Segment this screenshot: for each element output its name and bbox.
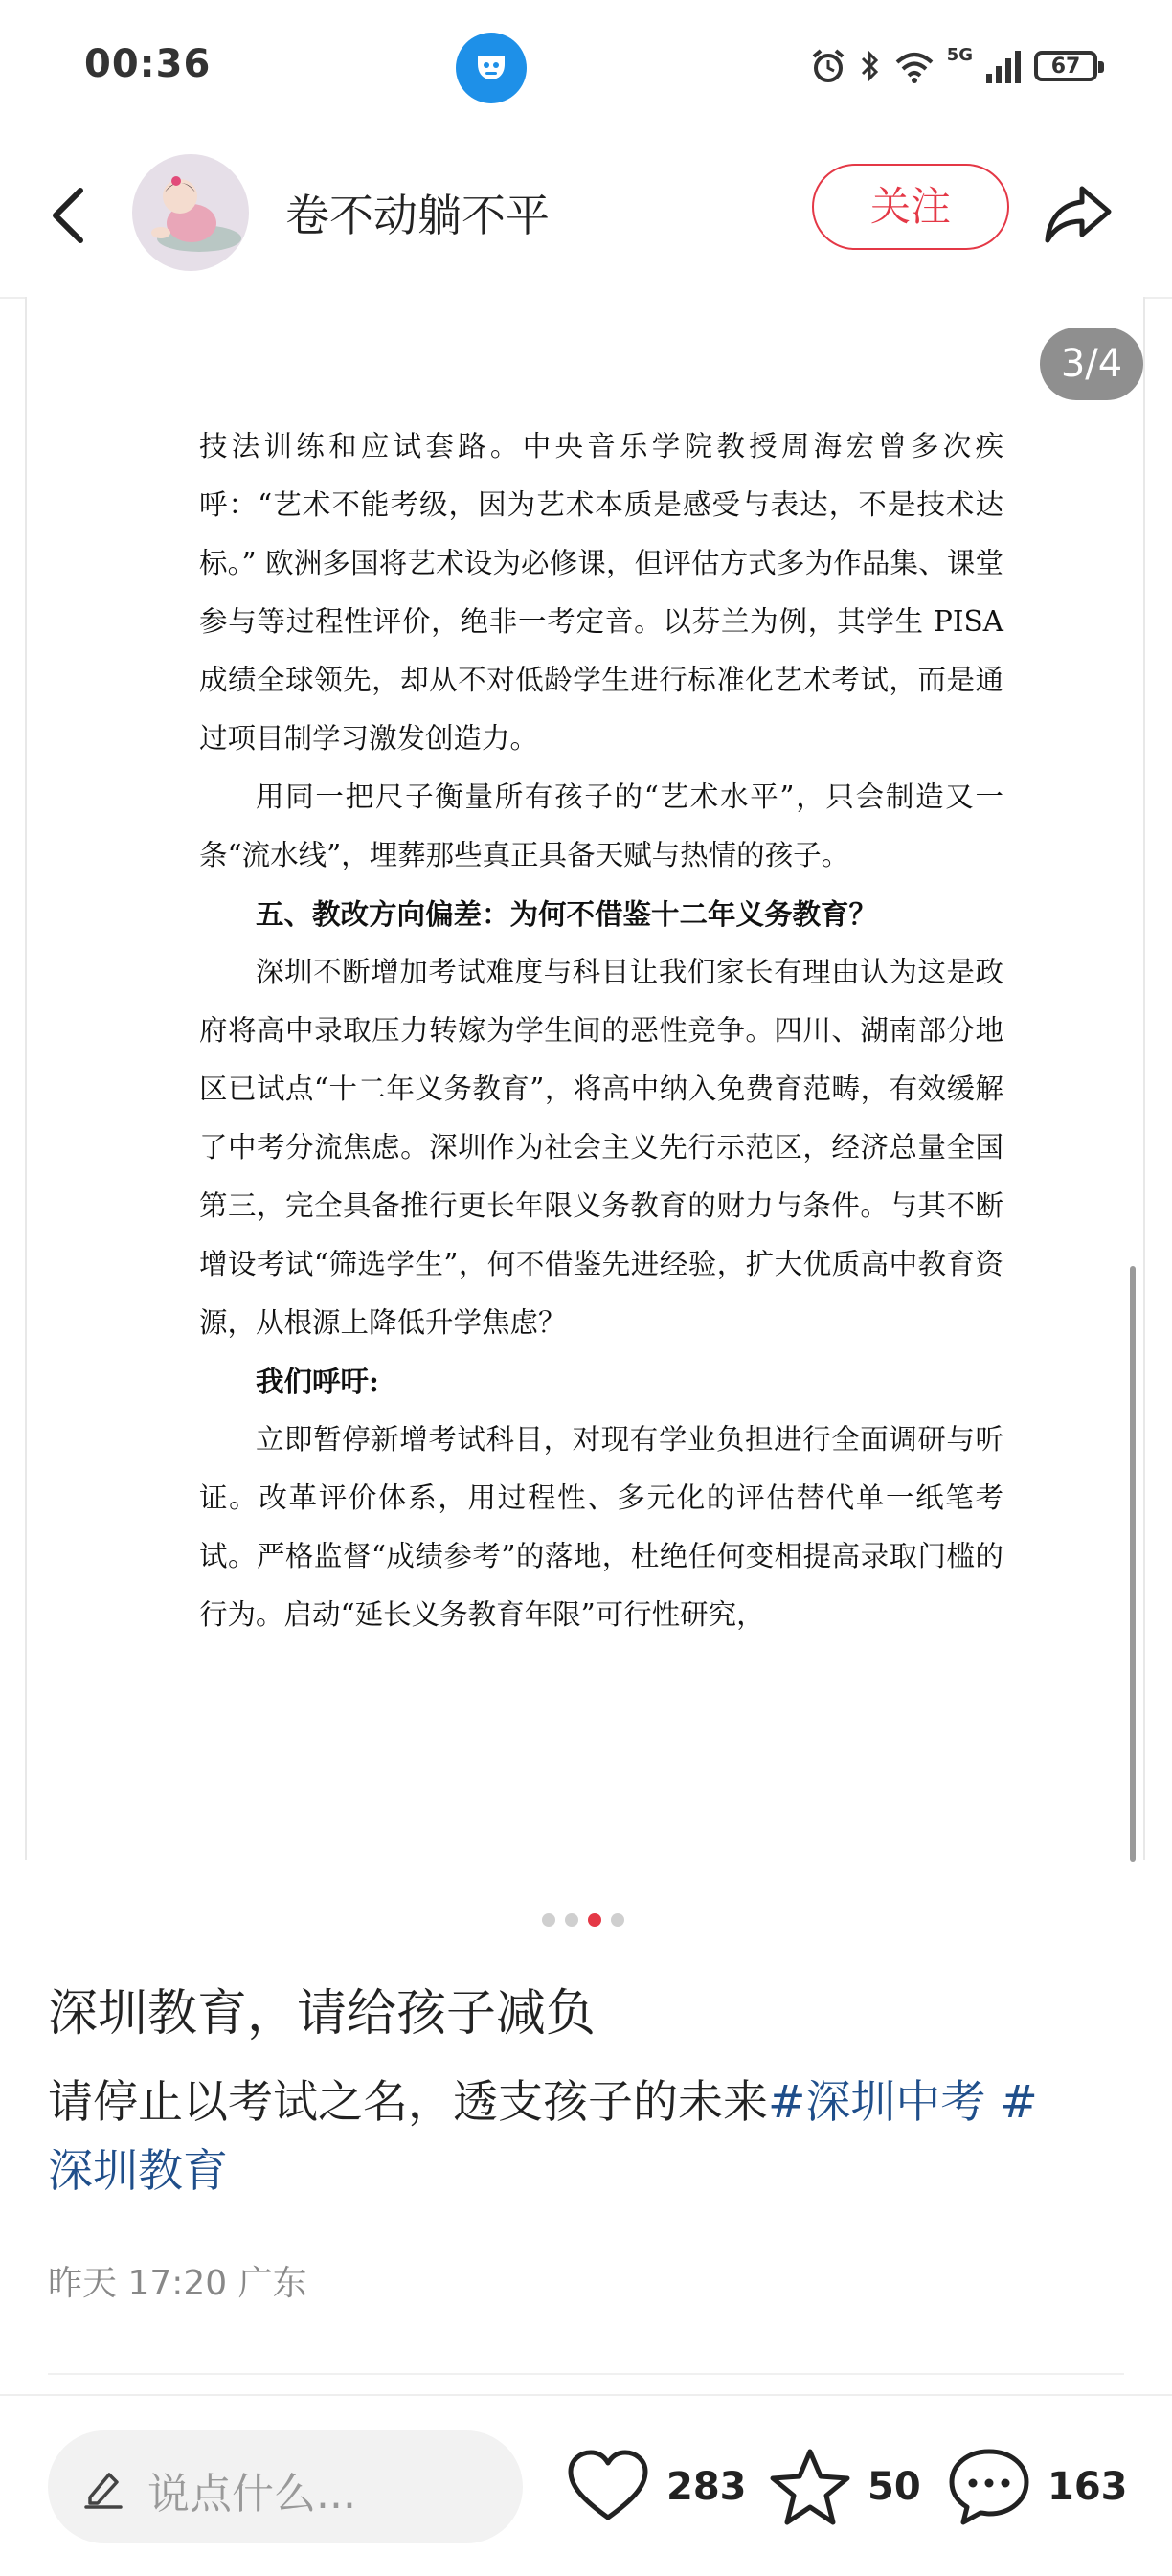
post-header xyxy=(0,139,1172,299)
status-icons xyxy=(809,44,1097,88)
battery-icon: 67 xyxy=(1034,51,1097,81)
favorite-count: 50 xyxy=(868,2465,921,2509)
doc-paragraph: 技法训练和应试套路。中央音乐学院教授周海宏曾多次疾呼：“艺术不能考级，因为艺术本质是感受与表达，不是技术达标。” 欧洲多国将艺术设为必修课，但评估方式多为作品集、课堂参与等过程性评价，绝非一考定音。以芬兰为例，其学生 PISA 成绩全球领先，却从不对低龄学生进行标准化艺术考试，而是通过项目制学习激发创造力。 xyxy=(199,430,1003,755)
like-count: 283 xyxy=(666,2465,747,2509)
doc-paragraph: 深圳不断增加考试难度与科目让我们家长有理由认为这是政府将高中录取压力转嫁为学生间的恶性竞争。四川、湖南部分地区已试点“十二年义务教育”，将高中纳入免费育范畴，有效缓解了中考分流焦虑。深圳作为社会主义先行示范区，经济总量全国第三，完全具备推行更长年限义务教育的财力与条件。与其不断增设考试“筛选学生”，何不借鉴先进经验，扩大优质高中教育资源，从根源上降低升学焦虑？ xyxy=(199,956,1003,1339)
signal-icon xyxy=(984,47,1023,85)
image-pager xyxy=(542,1913,624,1927)
divider xyxy=(48,2373,1124,2375)
comment-placeholder: 说点什么... xyxy=(147,2470,356,2519)
back-icon[interactable] xyxy=(42,177,96,254)
author-name[interactable]: 卷不动躺不平 xyxy=(285,190,550,241)
pager-dot[interactable] xyxy=(611,1913,624,1927)
status-bar xyxy=(0,0,1172,139)
heart-icon xyxy=(565,2449,651,2525)
hashtag-link[interactable]: 深圳教育 xyxy=(48,2145,228,2198)
bluetooth-icon xyxy=(859,47,882,85)
comment-icon xyxy=(946,2446,1032,2528)
comment-button[interactable] xyxy=(946,2434,1128,2540)
pager-dot[interactable] xyxy=(565,1913,578,1927)
comment-count: 163 xyxy=(1048,2465,1128,2509)
favorite-button[interactable] xyxy=(768,2434,921,2540)
follow-button[interactable]: 关注 xyxy=(812,164,1009,250)
bottom-action-bar xyxy=(0,2394,1172,2576)
doc-heading: 我们呼吁: xyxy=(256,1365,379,1398)
image-viewer[interactable] xyxy=(25,297,1145,1860)
star-icon xyxy=(768,2447,852,2527)
post-body-text: 请停止以考试之名，透支孩子的未来 xyxy=(48,2076,768,2129)
hashtag-link[interactable]: #深圳中考 # xyxy=(768,2076,1038,2129)
post-meta: 昨天 17:20 广东 xyxy=(48,2264,307,2303)
author-avatar[interactable] xyxy=(132,154,249,271)
app-notification-icon xyxy=(456,33,527,103)
share-icon[interactable] xyxy=(1040,175,1116,252)
doc-heading: 五、教改方向偏差：为何不借鉴十二年义务教育？ xyxy=(256,897,878,931)
wifi-icon xyxy=(893,47,935,85)
status-time: 00:36 xyxy=(84,42,212,86)
post-body xyxy=(48,2068,1130,2206)
like-button[interactable] xyxy=(565,2434,747,2540)
pager-dot[interactable] xyxy=(542,1913,555,1927)
pager-dot-active[interactable] xyxy=(588,1913,601,1927)
doc-paragraph: 立即暂停新增考试科目，对现有学业负担进行全面调研与听证。改革评价体系，用过程性、多元化的评估替代单一纸笔考试。严格监督“成绩参考”的落地，杜绝任何变相提高录取门槛的行为。启动“延长义务教育年限”可行性研究， xyxy=(199,1423,1003,1631)
scrollbar[interactable] xyxy=(1130,1266,1136,1862)
alarm-icon xyxy=(809,47,847,85)
post-title: 深圳教育，请给孩子减负 xyxy=(48,1985,597,2043)
document-image xyxy=(199,418,1003,1644)
network-type: 5G xyxy=(946,44,973,65)
comment-input[interactable] xyxy=(48,2430,523,2543)
pencil-icon xyxy=(80,2465,126,2511)
doc-paragraph: 用同一把尺子衡量所有孩子的“艺术水平”，只会制造又一条“流水线”，埋葬那些真正具备天赋与热情的孩子。 xyxy=(199,780,1003,871)
page-counter: 3/4 xyxy=(1040,328,1143,400)
